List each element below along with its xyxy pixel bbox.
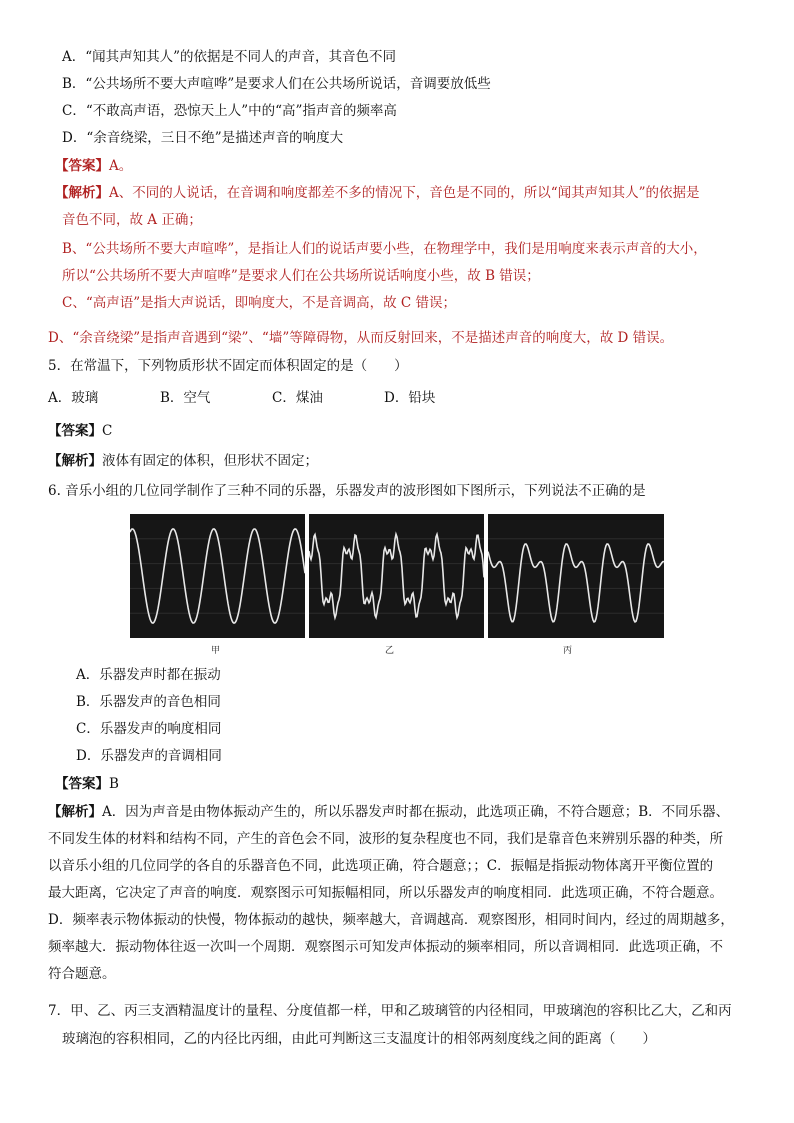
- q6-option-d: D．乐器发声的音调相同: [76, 748, 222, 764]
- q7-stem-line-2: 玻璃泡的容积相同，乙的内径比丙细，由此可判断这三支温度计的相邻两刻度线之间的距离（ ）: [62, 1031, 656, 1047]
- q4-analysis-line-1: [55, 183, 700, 203]
- q6-option-c: C．乐器发声的响度相同: [76, 721, 222, 737]
- q5-option-b: B．空气: [160, 390, 211, 406]
- q5-analysis: 液体有固定的体积，但形状不固定；: [102, 453, 318, 469]
- waveform-yi-trace: [309, 534, 484, 617]
- q7-stem-line-1: 7．甲、乙、丙三支酒精温度计的量程、分度值都一样，甲和乙玻璃管的内径相同，甲玻璃泡的容积比乙大，乙和丙: [48, 1003, 732, 1019]
- waveform-jia-svg: [130, 514, 305, 638]
- q6-analysis-text: A．因为声音是由物体振动产生的，所以乐器发声时都在振动，此选项正确，不符合题意；B．不同乐器、: [102, 804, 730, 820]
- answer-tag: 【答案】: [55, 776, 109, 792]
- waveform-figure: [130, 514, 664, 638]
- waveform-jia-trace: [130, 529, 305, 623]
- waveform-bing-trace: [488, 544, 664, 622]
- q6-analysis-line-5: D．频率表示物体振动的快慢，物体振动的越快，频率越大，音调越高．观察图形，相同时间内，经过的周期越多，: [48, 912, 734, 928]
- q4-option-d: D．“余音绕梁，三日不绝”是描述声音的响度大: [62, 130, 344, 146]
- q4-analysis-text: A、不同的人说话，在音调和响度都差不多的情况下，音色是不同的，所以“闻其声知其人”的依据是: [109, 185, 700, 201]
- q6-analysis-line-6: 频率越大．振动物体往返一次叫一个周期．观察图示可知发声体振动的频率相同，所以音调相同．此选项正确，不: [48, 939, 723, 955]
- waveform-label-bing: 丙: [563, 646, 573, 656]
- answer-tag: 【答案】: [48, 423, 102, 439]
- answer-tag: 【答案】: [55, 158, 109, 174]
- q6-analysis-line-7: 符合题意。: [48, 966, 116, 982]
- q4-option-b: B．“公共场所不要大声喧哗”是要求人们在公共场所说话，音调要放低些: [62, 76, 491, 92]
- q5-answer: C: [102, 423, 113, 439]
- analysis-tag: 【解析】: [48, 804, 102, 820]
- q6-option-a: A．乐器发声时都在振动: [76, 667, 221, 683]
- q6-answer: B: [109, 776, 119, 792]
- q4-option-a: A．“闻其声知其人”的依据是不同人的声音，其音色不同: [62, 49, 397, 65]
- waveform-bing-svg: [488, 514, 664, 638]
- analysis-tag: 【解析】: [55, 185, 109, 201]
- waveform-label-jia: 甲: [211, 646, 221, 656]
- q4-option-c: C．“不敢高声语，恐惊天上人”中的“高”指声音的频率高: [62, 103, 397, 119]
- q6-analysis-line-1: [48, 802, 729, 822]
- q6-option-b: B．乐器发声的音色相同: [76, 694, 221, 710]
- q5-option-c: C．煤油: [272, 390, 323, 406]
- q4-answer-row: [55, 156, 132, 176]
- q5-option-d: D．铅块: [384, 390, 436, 406]
- q4-analysis-line-3: B、“公共场所不要大声喧哗”，是指让人们的说话声要小些，在物理学中，我们是用响度来表示声音的大小，: [62, 241, 707, 257]
- q6-answer-row: [55, 774, 119, 794]
- q4-analysis-line-2: 音色不同，故 A 正确；: [62, 212, 202, 228]
- q6-analysis-line-3: 以音乐小组的几位同学的各自的乐器音色不同，此选项正确，符合题意；；C．振幅是指振动物体离开平衡位置的: [48, 858, 714, 874]
- waveform-label-yi: 乙: [385, 646, 395, 656]
- q4-analysis-line-4: 所以“公共场所不要大声喧哗”是要求人们在公共场所说话响度小些，故 B 错误；: [62, 268, 540, 284]
- q4-answer: A。: [109, 158, 133, 174]
- waveform-panel-bing: [488, 514, 664, 638]
- analysis-tag: 【解析】: [48, 453, 102, 469]
- q5-option-a: A．玻璃: [48, 390, 99, 406]
- q5-analysis-row: [48, 451, 318, 471]
- q6-analysis-line-4: 最大距离，它决定了声音的响度．观察图示可知振幅相同，所以乐器发声的响度相同．此选项正确，不符合题意。: [48, 885, 723, 901]
- waveform-panel-yi: [309, 514, 484, 638]
- q4-analysis-line-5: C、“高声语”是指大声说话，即响度大，不是音调高，故 C 错误；: [62, 295, 457, 311]
- q5-answer-row: [48, 421, 112, 441]
- waveform-yi-svg: [309, 514, 484, 638]
- q6-analysis-line-2: 不同发生体的材料和结构不同，产生的音色会不同，波形的复杂程度也不同，我们是靠音色来辨别乐器的种类，所: [48, 831, 723, 847]
- q6-stem: 6. 音乐小组的几位同学制作了三种不同的乐器，乐器发声的波形图如下图所示，下列说法不正确的是: [48, 483, 646, 499]
- q5-stem: 5．在常温下，下列物质形状不固定而体积固定的是（ ）: [48, 358, 408, 374]
- waveform-panel-jia: [130, 514, 305, 638]
- q4-analysis-line-6: D、“余音绕梁”是指声音遇到“梁”、“墙”等障碍物，从而反射回来，不是描述声音的响度大，故 D 错误。: [48, 330, 674, 346]
